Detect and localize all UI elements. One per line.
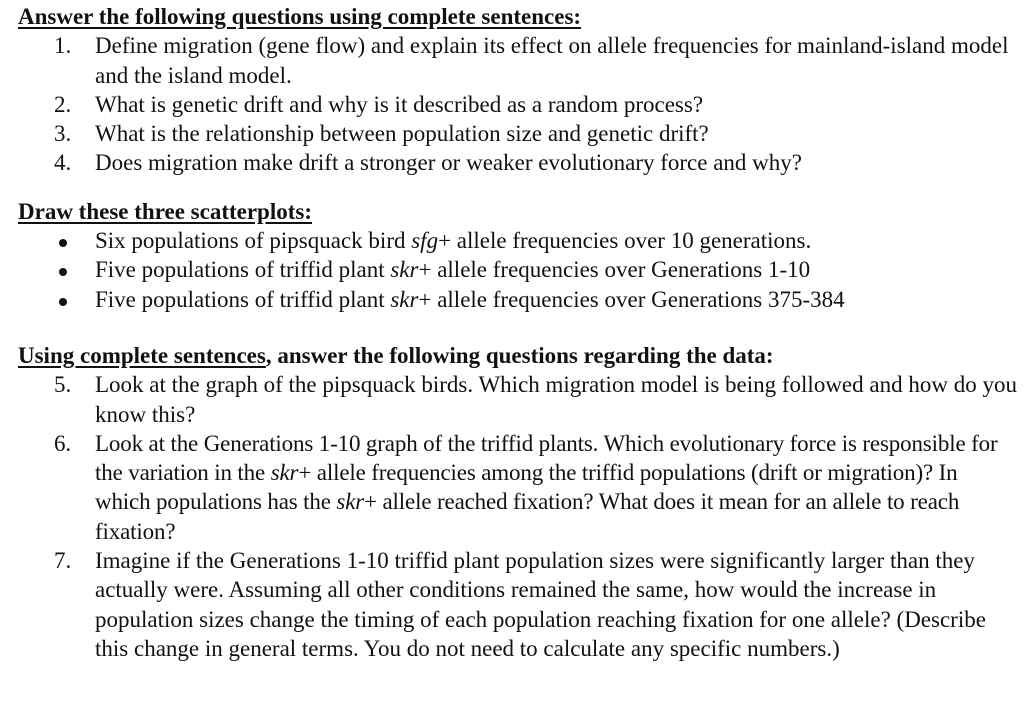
- question-number: 1.: [54, 33, 72, 59]
- question-text: What is genetic drift and why is it described as a random process?: [95, 91, 704, 117]
- question-text-part: + allele frequencies among the triffid populations (drift or migration)? In which populations has the: [95, 460, 958, 515]
- question-number: 6.: [54, 430, 71, 456]
- section3-question-list: [18, 370, 1018, 663]
- worksheet-page: [18, 2, 1018, 663]
- question-4: [18, 148, 1018, 177]
- bullet-text-pre: Six populations of pipsquack bird: [95, 228, 412, 254]
- gene-name: skr: [390, 286, 419, 312]
- bullet-text-post: + allele frequencies over Generations 1-10: [418, 257, 811, 283]
- bullet-icon: [59, 298, 67, 306]
- question-number: 7.: [54, 548, 72, 574]
- bullet-text-post: + allele frequencies over 10 generations.: [438, 228, 812, 254]
- question-number: 4.: [54, 150, 72, 176]
- bullet-item-pipsquack: [18, 226, 1018, 255]
- bullet-text-pre: Five populations of triffid plant: [95, 257, 391, 283]
- question-text: Imagine if the Generations 1-10 triffid plant population sizes were significantly larger than they actually were. Assuming all other conditions remained the same, how would the increase in population sizes change the timing of each population reaching fixation for one allele? (Describe this change in general terms. You do not need to calculate any specific numbers.): [95, 548, 986, 661]
- question-text: Define migration (gene flow) and explain its effect on allele frequencies for mainland-island model and the island model.: [95, 33, 1009, 88]
- bullet-icon: [59, 268, 67, 276]
- question-text: What is the relationship between population size and genetic drift?: [95, 121, 709, 147]
- section1-heading: Answer the following questions using complete sentences:: [18, 4, 582, 29]
- question-number: 5.: [54, 372, 72, 398]
- section3-heading-rest: , answer the following questions regarding the data:: [265, 342, 774, 368]
- bullet-text-post: + allele frequencies over Generations 375-384: [418, 286, 845, 312]
- question-2: [18, 90, 1018, 119]
- question-1: [18, 31, 1018, 90]
- question-text-part: Look at the Generations 1-10 graph of the triffid plants. Which evolutionary force is responsible for the variation in the: [95, 430, 998, 486]
- scatterplot-bullet-list: [18, 226, 1018, 314]
- section3-heading-underlined: Using complete sentences: [18, 342, 266, 368]
- question-number: 3.: [54, 121, 72, 147]
- section3-heading: [18, 341, 1018, 370]
- gene-name: skr: [336, 489, 365, 515]
- section2-heading: Draw these three scatterplots:: [18, 198, 313, 224]
- question-3: [18, 119, 1018, 148]
- gene-name: skr: [390, 257, 419, 283]
- bullet-text-pre: Five populations of triffid plant: [95, 286, 391, 312]
- question-text: Look at the graph of the pipsquack birds. Which migration model is being followed and how do you know this?: [95, 372, 1017, 427]
- question-6: [18, 429, 1018, 546]
- bullet-item-triffid-early: [18, 255, 1018, 284]
- gene-name: sfg: [411, 228, 439, 254]
- bullet-icon: [59, 239, 67, 247]
- gene-name: skr: [270, 460, 299, 486]
- question-number: 2.: [54, 91, 72, 117]
- bullet-item-triffid-late: [18, 285, 1018, 314]
- question-text-part: + allele reached fixation? What does it mean for an allele to reach fixation?: [95, 489, 960, 544]
- question-text: Does migration make drift a stronger or weaker evolutionary force and why?: [95, 150, 802, 176]
- question-7: [18, 546, 1018, 663]
- question-5: [18, 370, 1018, 429]
- section1-question-list: [18, 31, 1018, 177]
